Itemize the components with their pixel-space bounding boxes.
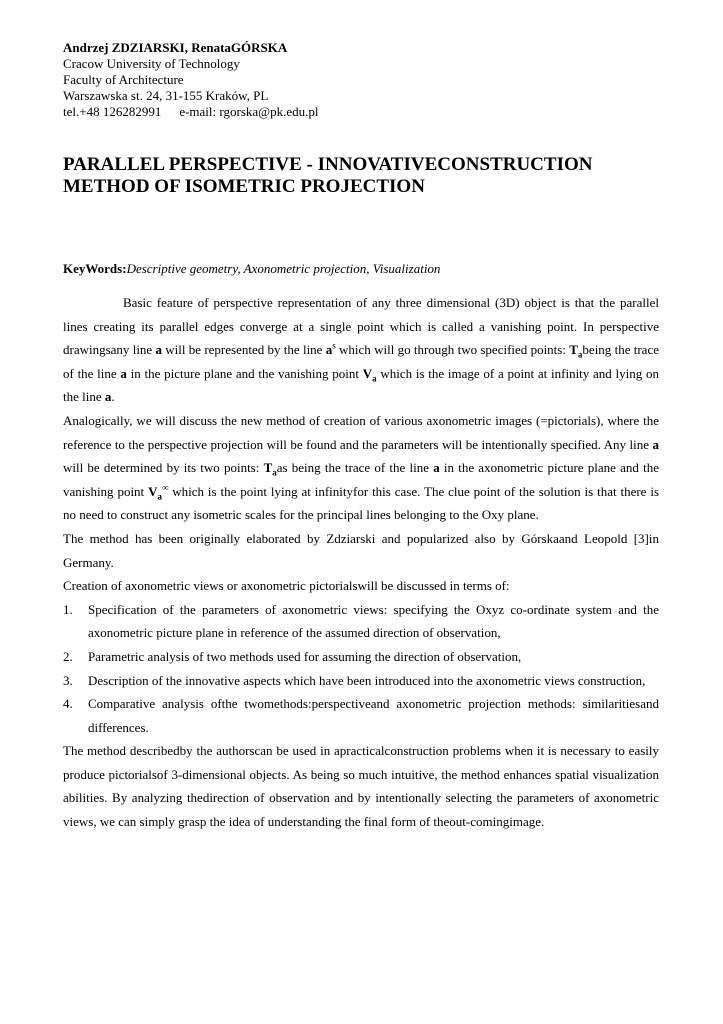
keywords: [63, 261, 659, 277]
list-item: [63, 645, 659, 669]
email: e-mail: rgorska@pk.edu.pl: [179, 104, 319, 119]
title-line-1: PARALLEL PERSPECTIVE - INNOVATIVECONSTRUCTION: [63, 154, 593, 175]
symbol-a: a: [325, 342, 333, 358]
superscript-infinity: ∞: [161, 482, 169, 493]
author-block: [63, 40, 659, 120]
text-run: as being the trace of the line: [276, 460, 434, 476]
university: Cracow University of Technology: [63, 56, 240, 71]
list-number: 1.: [63, 601, 73, 617]
list-text: Description of the innovative aspects which have been introduced into the axonometric views construction,: [88, 672, 646, 688]
text-run: which is the point lying at infinityfor this case. The clue point of the solution is that there is no need to construct any isometric scales for the principal lines belonging to the Oxy plane.: [63, 483, 660, 523]
paragraph-origin: The method has been originally elaborated by Zdziarski and popularized also by Górskaand Leopold [3]in Germany.: [63, 530, 659, 570]
symbol-v: V: [148, 483, 158, 499]
list-item: [63, 692, 659, 739]
text-run: Analogically, we will discuss the new method of creation of various axonometric images (=pictorials), where the reference to the perspective projection will be found and the parameters will be intentionally specified. Any line: [63, 412, 659, 452]
address: Warszawska st. 24, 31-155 Kraków, PL: [63, 88, 269, 103]
faculty: Faculty of Architecture: [63, 72, 184, 87]
title-line-2: METHOD OF ISOMETRIC PROJECTION: [63, 176, 425, 197]
paragraph-conclusion: The method describedby the authorscan be used in apracticalconstruction problems when it is necessary to easily produce pictorialsof 3-dimensional objects. As being so much intuitive, the method enhances spatial visualization abilities. By analyzing thedirection of observation and by intentionally selecting the parameters of axonometric views, we can simply grasp the idea of understanding the final form of theout-comingimage.: [63, 743, 659, 830]
symbol-a: a: [652, 436, 659, 452]
text-run: in the picture plane and the vanishing point: [126, 365, 363, 381]
symbol-a: a: [104, 389, 112, 405]
symbol-a: a: [155, 342, 162, 358]
text-run: .: [111, 389, 115, 405]
subscript-a: a: [272, 467, 277, 478]
text-run: which will go through two specified points:: [335, 342, 570, 358]
list-item: [63, 669, 659, 693]
text-run: will be represented by the line: [161, 342, 326, 358]
list-number: 2.: [63, 648, 73, 664]
keywords-text: Descriptive geometry, Axonometric projection, Visualization: [126, 261, 441, 276]
text-run: Basic feature of perspective representation of any three dimensional (3D) object is that the parallel lines creating its parallel edges converge at a single point which is called a vanishing point. In perspective drawingsany line: [63, 295, 659, 358]
symbol-a: a: [120, 365, 127, 381]
terms-list: [63, 598, 659, 740]
body-text: [63, 291, 659, 834]
list-number: 3.: [63, 672, 73, 688]
keywords-label: KeyWords:: [63, 261, 127, 276]
list-item: [63, 598, 659, 645]
author-names: Andrzej ZDZIARSKI, RenataGÓRSKA: [63, 40, 288, 55]
symbol-a: a: [433, 460, 440, 476]
paragraph-analogically: [63, 409, 659, 527]
paper-title: [63, 154, 659, 198]
list-text: Specification of the parameters of axonometric views: specifying the Oxyz co-ordinate system and the axonometric picture plane in reference of the assumed direction of observation,: [88, 601, 659, 641]
subscript-a: a: [372, 373, 377, 384]
list-text: Parametric analysis of two methods used for assuming the direction of observation,: [88, 648, 522, 664]
text-run: being the trace of the line: [63, 342, 659, 381]
list-text: Comparative analysis ofthe twomethods:perspectiveand axonometric projection methods: similaritiesand differences.: [88, 696, 659, 735]
contact-line: [63, 104, 659, 120]
symbol-t: T: [569, 342, 578, 358]
paragraph-terms-intro: Creation of axonometric views or axonometric pictorialswill be discussed in terms of:: [63, 578, 510, 594]
text-run: which is the image of a point at infinity and lying on the line: [63, 365, 659, 405]
telephone: tel.+48 126282991: [63, 104, 162, 119]
subscript-a: a: [577, 349, 583, 360]
symbol-t: T: [263, 460, 273, 476]
superscript-s: s: [332, 340, 336, 351]
paragraph-intro: [63, 291, 659, 409]
subscript-a: a: [157, 491, 162, 502]
symbol-v: V: [362, 365, 373, 381]
text-run: will be determined by its two points:: [63, 460, 264, 476]
paper-page: [63, 40, 659, 834]
text-run: in the axonometric picture plane and the vanishing point: [63, 460, 659, 499]
list-number: 4.: [63, 696, 73, 712]
